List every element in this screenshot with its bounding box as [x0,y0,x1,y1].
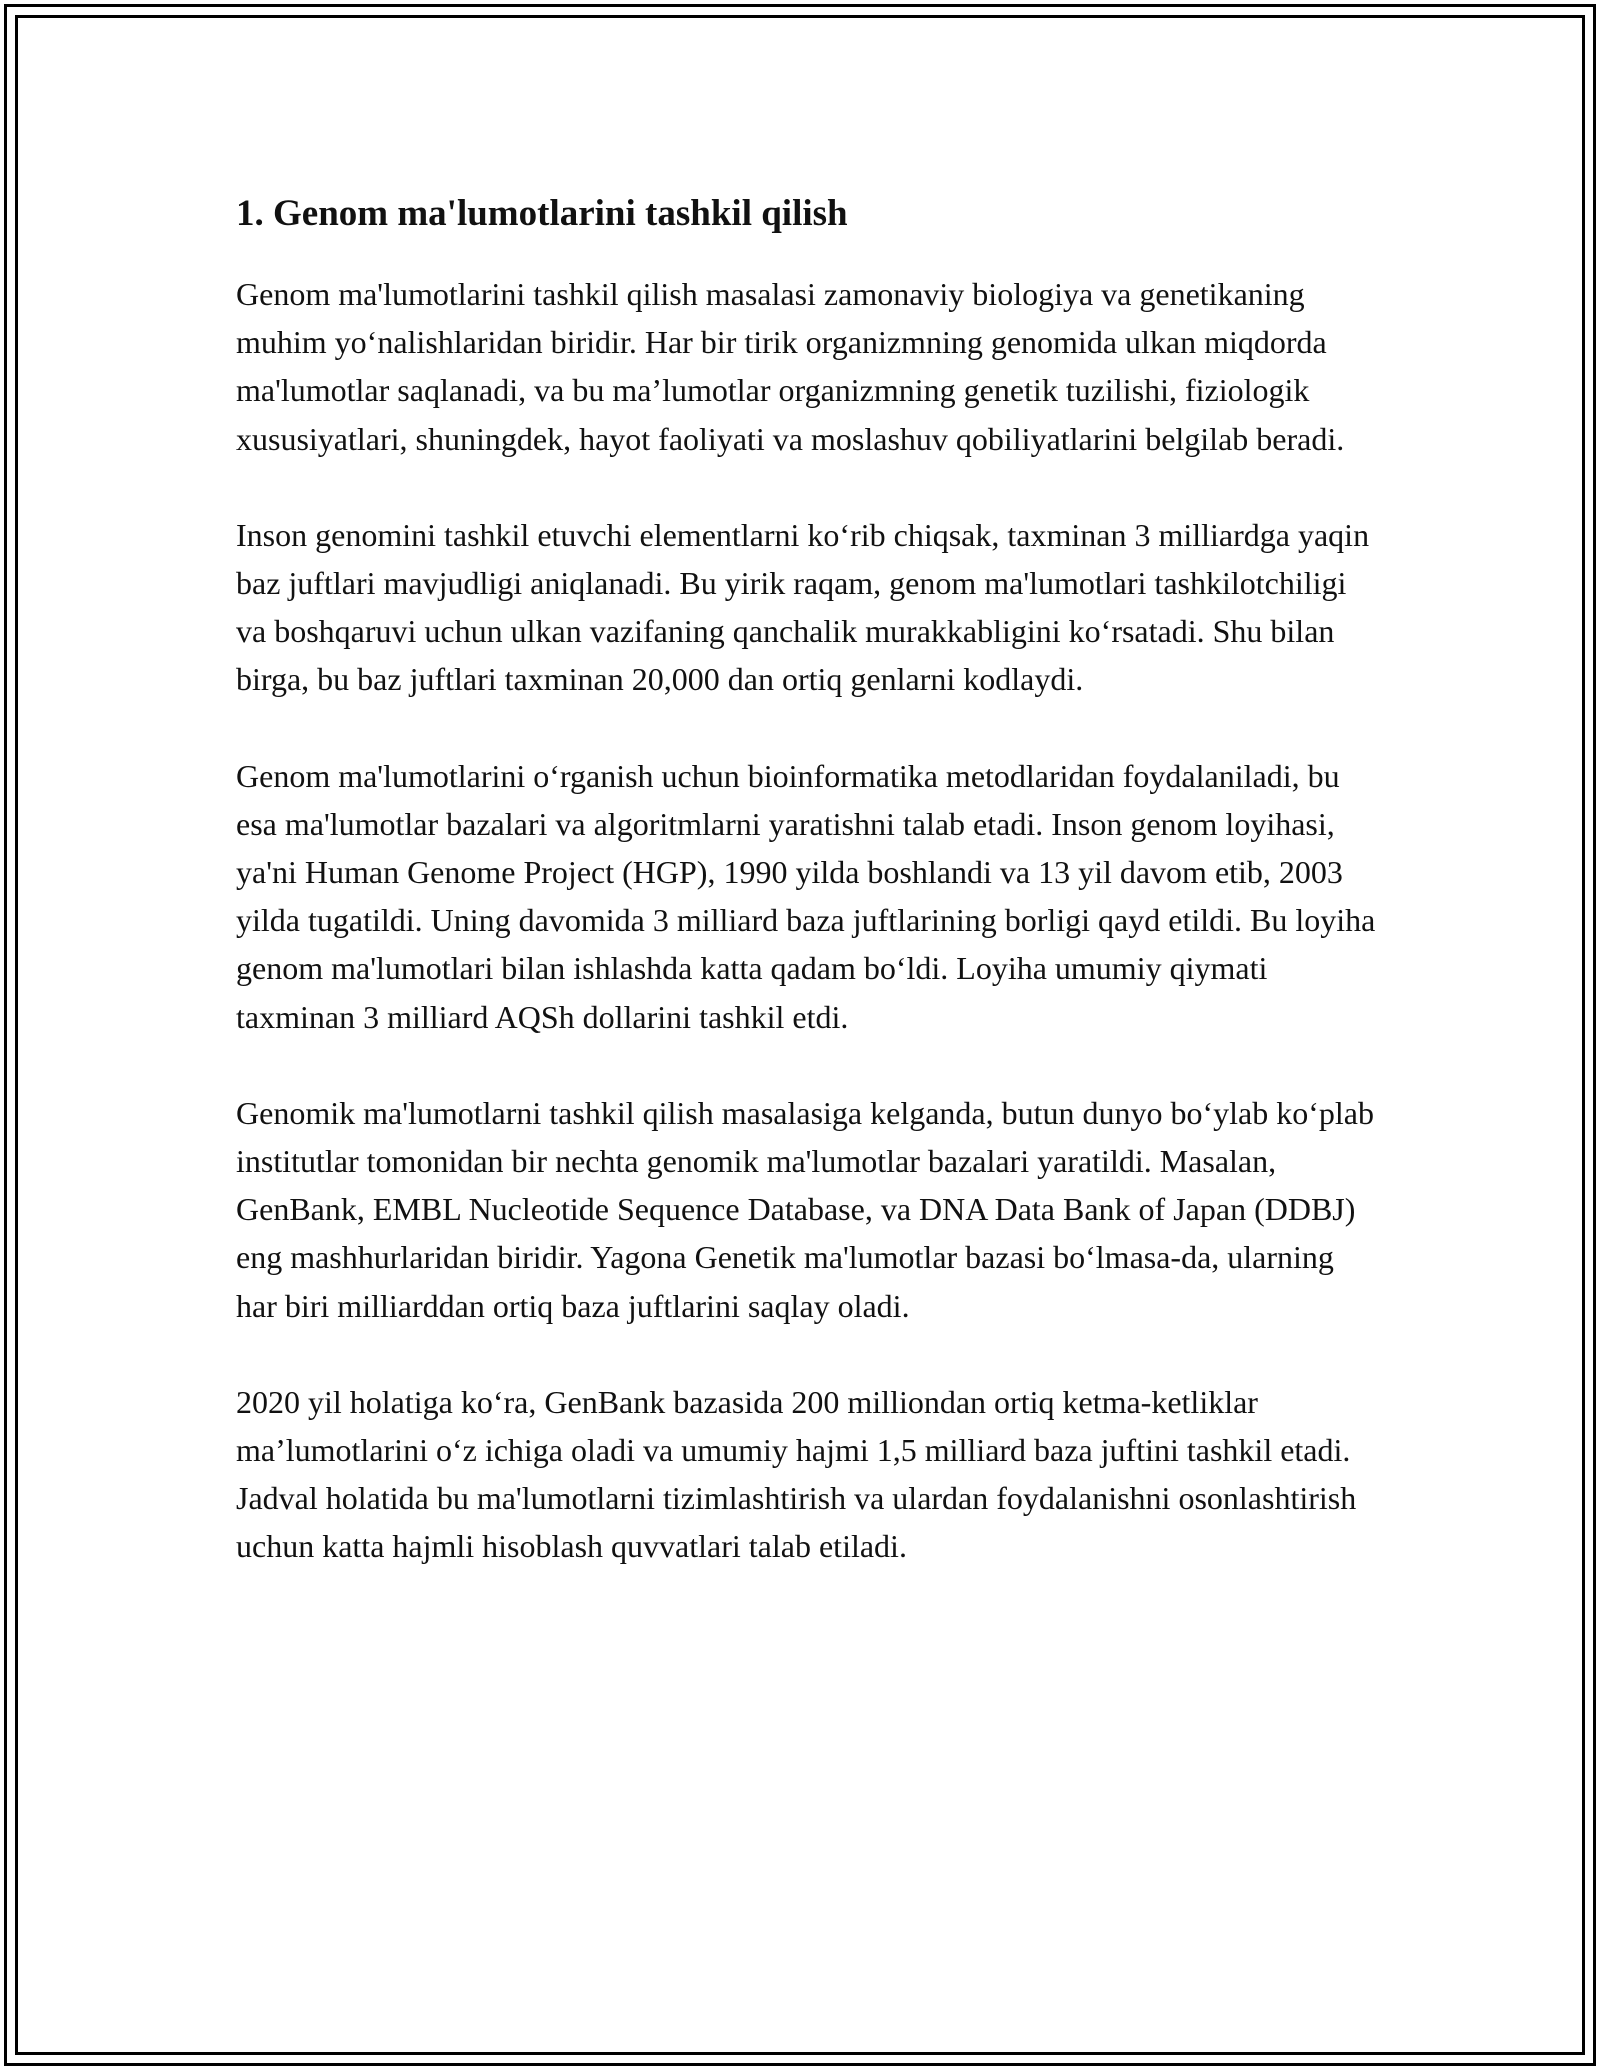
paragraph-databases: Genomik ma'lumotlarni tashkil qilish masalasiga kelganda, butun dunyo bo‘ylab ko‘plab institutlar tomonidan bir nechta genomik ma'lumotlar bazalari yaratildi. Masalan, GenBank, EMBL Nucleotide Sequence Database, va DNA Data Bank of Japan (DDBJ) eng mashhurlaridan biridir. Yagona Genetik ma'lumotlar bazasi bo‘lmasa-da, ularning har biri milliarddan ortiq baza juftlarini saqlay oladi. [236,1094,1374,1324]
paragraph-genbank: 2020 yil holatiga ko‘ra, GenBank bazasida 200 milliondan ortiq ketma-ketliklar ma’lumotlarini o‘z ichiga oladi va umumiy hajmi 1,5 milliard baza juftini tashkil etadi. Jadval holatida bu ma'lumotlarni tizimlashtirish va ulardan foydalanishni osonlashtirish uchun katta hajmli hisoblash quvvatlari talab etiladi. [236,1383,1357,1565]
paragraph-bioinformatics: Genom ma'lumotlarini o‘rganish uchun bioinformatika metodlaridan foydalaniladi, bu esa ma'lumotlar bazalari va algoritmlarni yaratishni talab etadi. Inson genom loyihasi, ya'ni Human Genome Project (HGP), 1990 yilda boshlandi va 13 yil davom etib, 2003 yilda tugatildi. Uning davomida 3 milliard baza juftlarining borligi qayd etildi. Bu loyiha genom ma'lumotlari bilan ishlashda katta qadam bo‘ldi. Loyiha umumiy qiymati taxminan 3 milliard AQSh dollarini tashkil etdi. [236,757,1376,1035]
paragraph-human-genome: Inson genomini tashkil etuvchi elementlarni ko‘rib chiqsak, taxminan 3 milliardga yaqin baz juftlari mavjudligi aniqlanadi. Bu yirik raqam, genom ma'lumotlari tashkilotchiligi va boshqaruvi uchun ulkan vazifaning qanchalik murakkabligini ko‘rsatadi. Shu bilan birga, bu baz juftlari taxminan 20,000 dan ortiq genlarni kodlaydi. [236,516,1370,698]
section-heading: 1. Genom ma'lumotlarini tashkil qilish [236,193,848,234]
document-body [236,186,1376,1571]
paragraph-intro: Genom ma'lumotlarini tashkil qilish masalasi zamonaviy biologiya va genetikaning muhim yo‘nalishlaridan biridir. Har bir tirik organizmning genomida ulkan miqdorda ma'lumotlar saqlanadi, va bu ma’lumotlar organizmning genetik tuzilishi, fiziologik xususiyatlari, shuningdek, hayot faoliyati va moslashuv qobiliyatlarini belgilab beradi. [236,276,1345,457]
